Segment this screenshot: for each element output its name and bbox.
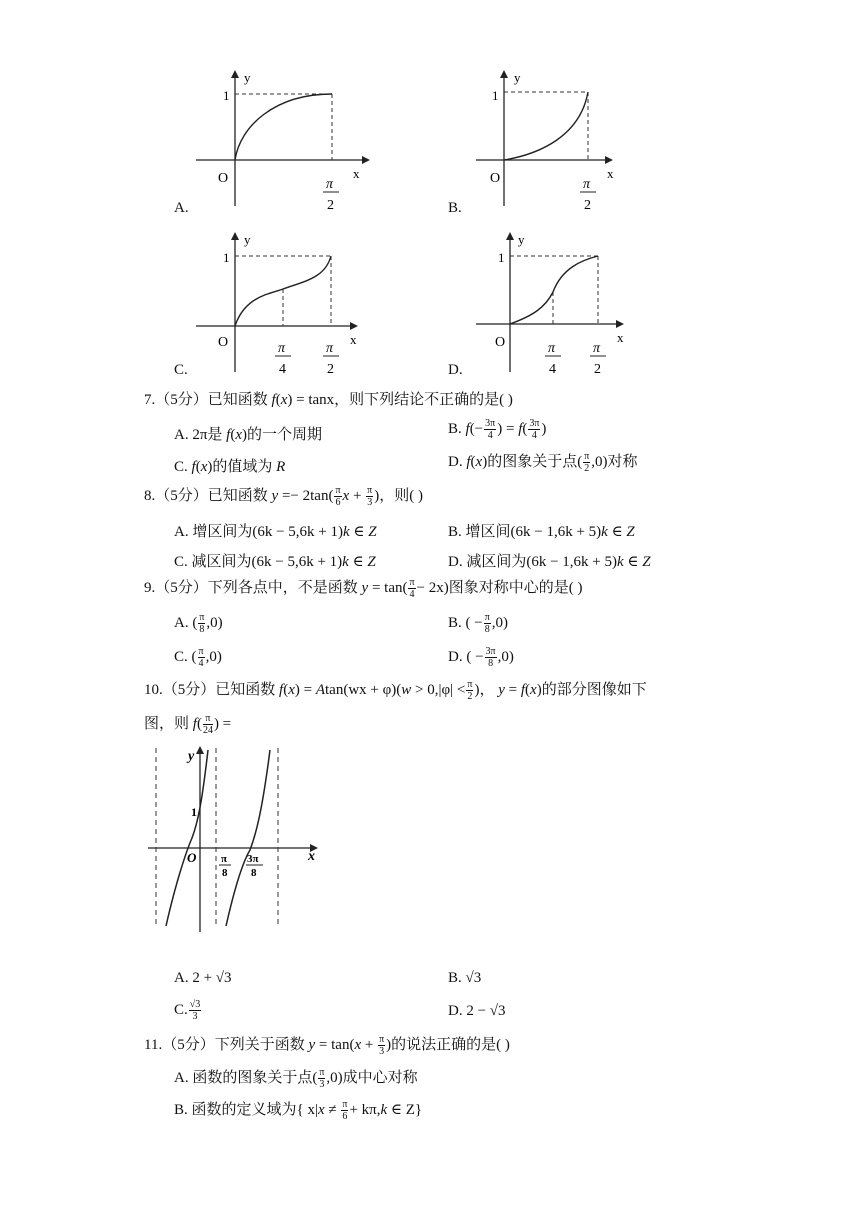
tick-one: 1 <box>223 88 230 103</box>
tick-pi-over-8: π <box>221 853 228 865</box>
y-axis-label: y <box>518 232 525 247</box>
x-axis-label: x <box>617 330 624 345</box>
origin-label: O <box>187 850 197 865</box>
pi-label: π <box>548 341 556 356</box>
graph-option-c <box>190 226 380 378</box>
tick-3pi-over-8: 3π <box>247 853 259 865</box>
y-axis-label: y <box>244 70 251 85</box>
q7-option-d[interactable]: D. f(x)的图象关于点( $\frac{\pi}{2}$ ,0)对称 <box>448 451 638 475</box>
y-axis-label: y <box>188 749 195 764</box>
q9-option-c[interactable]: C. ( $\frac{\pi}{4}$ ,0) <box>174 646 222 669</box>
q9-option-a[interactable]: A. ( $\frac{\pi}{8}$ ,0) <box>174 612 223 635</box>
origin-label: O <box>490 171 501 186</box>
option-b-label: B. <box>448 200 462 216</box>
q8-option-c[interactable]: C. 减区间为(6k − 5,6k + 1)k ∈ Z <box>174 554 376 570</box>
question-9: 9.（5分）下列各点中，不是函数 y = tan( $\frac{\pi}{4}$ − 2x)图象对称中心的是( ) <box>144 577 583 601</box>
den-label: 2 <box>327 198 334 213</box>
question-7: 7.（5分）已知函数 f(x) = tanx，则下列结论不正确的是( ) <box>144 392 513 408</box>
q7-option-c[interactable]: C. f(x)的值域为 R <box>174 459 286 475</box>
tick-one: 1 <box>191 805 197 819</box>
q8-option-a[interactable]: A. 增区间为(6k − 5,6k + 1)k ∈ Z <box>174 524 377 540</box>
den-label: 2 <box>327 362 334 377</box>
q9-option-d[interactable]: D. ( − $\frac{3\pi}{8}$ ,0) <box>448 646 514 669</box>
y-axis-label: y <box>514 70 521 85</box>
pi-label: π <box>593 341 601 356</box>
pi-label: π <box>583 177 591 192</box>
graph-option-d <box>470 226 640 378</box>
x-axis-label: x <box>607 166 614 181</box>
question-10-line2: 图，则 f( $\frac{\pi}{24}$ ) = <box>144 713 232 737</box>
origin-label: O <box>495 335 506 350</box>
tick-one: 1 <box>492 88 499 103</box>
pi-label: π <box>326 177 334 192</box>
den-label: 2 <box>584 198 591 213</box>
pi-label: π <box>326 341 334 356</box>
q7-option-a[interactable]: A. 2π是 f(x)的一个周期 <box>174 427 323 443</box>
option-d-label: D. <box>448 362 463 378</box>
tick-one: 1 <box>223 250 230 265</box>
q9-option-b[interactable]: B. ( − $\frac{\pi}{8}$ ,0) <box>448 612 509 635</box>
tick-den: 8 <box>222 867 228 879</box>
q8-option-b[interactable]: B. 增区间(6k − 1,6k + 5)k ∈ Z <box>448 524 635 540</box>
graph-option-a <box>190 66 380 216</box>
q10-option-a[interactable]: A. 2 + √3 <box>174 970 232 986</box>
q8-option-d[interactable]: D. 减区间为(6k − 1,6k + 5)k ∈ Z <box>448 554 651 570</box>
question-11: 11.（5分）下列关于函数 y = tan(x + $\frac{\pi}{3}$ )的说法正确的是( ) <box>144 1034 510 1058</box>
den-label: 4 <box>279 362 286 377</box>
option-a-label: A. <box>174 200 189 216</box>
x-axis-label: x <box>353 166 360 181</box>
origin-label: O <box>218 335 229 350</box>
y-axis-label: y <box>244 232 251 247</box>
den-label: 4 <box>549 362 556 377</box>
q7-option-b[interactable]: B. f(− $\frac{3\pi}{4}$ ) = f( $\frac{3\pi}{4}$ ) <box>448 418 547 441</box>
q11-option-b[interactable]: B. 函数的定义域为{ x|x ≠ $\frac{\pi}{6}$ + kπ,k ∈ Z} <box>174 1099 423 1123</box>
x-axis-label: x <box>308 849 315 864</box>
question-10: 10.（5分）已知函数 f(x) = Atan(wx + φ)(w > 0,|φ| < $\frac{\pi}{2}$ )， y = f(x)的部分图像如下 <box>144 679 647 703</box>
option-c-label: C. <box>174 362 188 378</box>
pi-label: π <box>278 341 286 356</box>
q10-option-d[interactable]: D. 2 − √3 <box>448 1003 506 1019</box>
origin-label: O <box>218 171 229 186</box>
den-label: 2 <box>594 362 601 377</box>
x-axis-label: x <box>350 332 357 347</box>
q11-option-a[interactable]: A. 函数的图象关于点( $\frac{\pi}{3}$ ,0)成中心对称 <box>174 1067 418 1091</box>
graph-option-b <box>470 66 630 216</box>
question-8: 8.（5分）已知函数 y =− 2tan( $\frac{\pi}{6}$ x + $\frac{\pi}{3}$ )，则( ) <box>144 485 423 509</box>
q10-option-c[interactable]: C. $\frac{√3}{3}$ <box>174 999 201 1022</box>
tick-one: 1 <box>498 250 505 265</box>
q10-option-b[interactable]: B. √3 <box>448 970 482 986</box>
tick-den: 8 <box>251 867 257 879</box>
graph-question-10 <box>144 742 326 934</box>
